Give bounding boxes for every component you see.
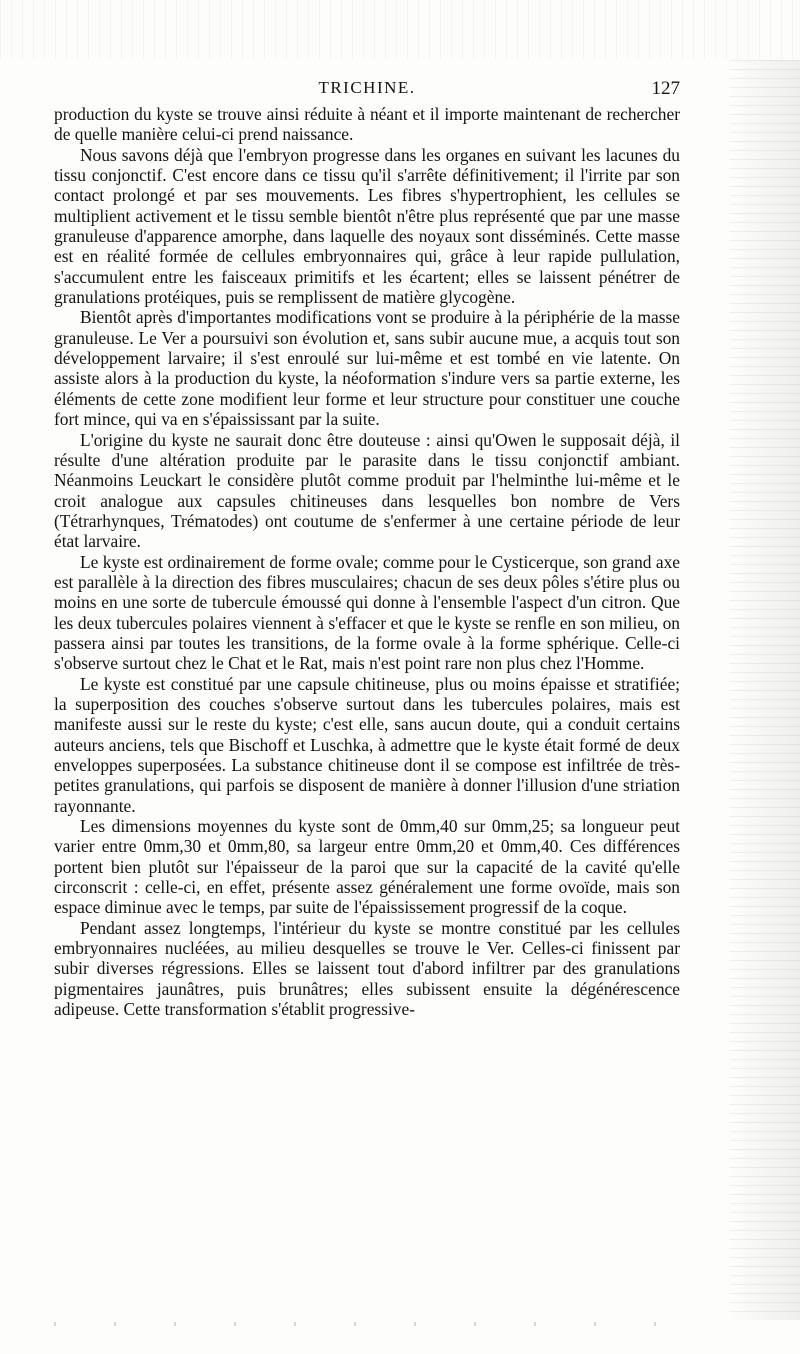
paragraph: production du kyste se trouve ainsi réduite à néant et il importe maintenant de rechercher de quelle manière celui-ci prend naissance.: [54, 104, 680, 145]
scan-top-noise: [0, 0, 800, 60]
paragraph: Les dimensions moyennes du kyste sont de 0mm,40 sur 0mm,25; sa longueur peut varier entre 0mm,30 et 0mm,80, sa largeur entre 0mm,20 et 0mm,40. Ces différences portent bien plutôt sur l'épaisseur de la paroi que sur la capacité de la cavité qu'elle circonscrit : celle-ci, en effet, présente assez généralement une forme ovoïde, mais son espace diminue avec le temps, par suite de l'épaississement progressif de la coque.: [54, 816, 680, 918]
paragraph: Le kyste est constitué par une capsule chitineuse, plus ou moins épaisse et stratifiée; la superposition des couches s'observe surtout dans les tubercules polaires, mais est manifeste aussi sur le reste du kyste; c'est elle, sans aucun doute, qui a conduit certains auteurs anciens, tels que Bischoff et Luschka, à admettre que le kyste était formé de deux enveloppes superposées. La substance chitineuse dont il se compose est infiltrée de très-petites granulations, qui parfois se disposent de manière à donner l'illusion d'une striation rayonnante.: [54, 673, 680, 816]
paragraph: L'origine du kyste ne saurait donc être douteuse : ainsi qu'Owen le supposait déjà, il résulte d'une altération produite par le parasite dans le tissu conjonctif ambiant. Néanmoins Leuckart le considère plutôt comme produit par l'helminthe lui-même et le croit analogue aux capsules chitineuses dans lesquelles bon nombre de Vers (Tétrarhynques, Trématodes) ont coutume de s'enfermer à une certaine période de leur état larvaire.: [54, 429, 680, 552]
body-text: [54, 104, 680, 1019]
scan-footer-specks: [54, 1322, 680, 1326]
paragraph: Le kyste est ordinairement de forme ovale; comme pour le Cysticerque, son grand axe est parallèle à la direction des fibres musculaires; chacun de ses deux pôles s'étire plus ou moins en une sorte de tubercule émoussé qui donne à l'ensemble l'aspect d'un citron. Que les deux tubercules polaires viennent à s'effacer et que le kyste se renfle en son milieu, on passera ainsi par toutes les transitions, de la forme ovale à la forme sphérique. Celle-ci s'observe surtout chez le Chat et le Rat, mais n'est point rare non plus chez l'Homme.: [54, 551, 680, 674]
scan-edge-noise: [730, 60, 800, 1320]
running-title: TRICHINE.: [318, 78, 416, 97]
paragraph: Nous savons déjà que l'embryon progresse dans les organes en suivant les lacunes du tissu conjonctif. C'est encore dans ce tissu qu'il s'arrête définitivement; il l'irrite par son contact prolongé et par ses mouvements. Les fibres s'hypertrophient, les cellules se multiplient activement et le tissu semble bientôt n'être plus représenté que par une masse granuleuse d'apparence amorphe, dans laquelle des noyaux sont disséminés. Cette masse est en réalité formée de cellules embryonnaires qui, grâce à leur rapide pullulation, s'accumulent entre les faisceaux primitifs et les écartent; elles se laissent pénétrer de granulations protéiques, puis se remplissent de matière glycogène.: [54, 144, 680, 308]
paragraph: Pendant assez longtemps, l'intérieur du kyste se montre constitué par les cellules embryonnaires nucléées, au milieu desquelles se trouve le Ver. Celles-ci finissent par subir diverses régressions. Elles se laissent tout d'abord infiltrer par des granulations pigmentaires jaunâtres, puis brunâtres; elles subissent ensuite la dégénérescence adipeuse. Cette transformation s'établit progressive-: [54, 917, 680, 1020]
paragraph: Bientôt après d'importantes modifications vont se produire à la périphérie de la masse granuleuse. Le Ver a poursuivi son évolution et, sans subir aucune mue, a acquis tout son développement larvaire; il s'est enroulé sur lui-même et est tombé en vie latente. On assiste alors à la production du kyste, la néoformation s'indure vers sa partie externe, les éléments de cette zone modifient leur forme et leur structure pour constituer une couche fort mince, qui va en s'épaississant par la suite.: [54, 307, 680, 430]
page-header: [54, 78, 680, 102]
page-number: 127: [651, 78, 680, 99]
